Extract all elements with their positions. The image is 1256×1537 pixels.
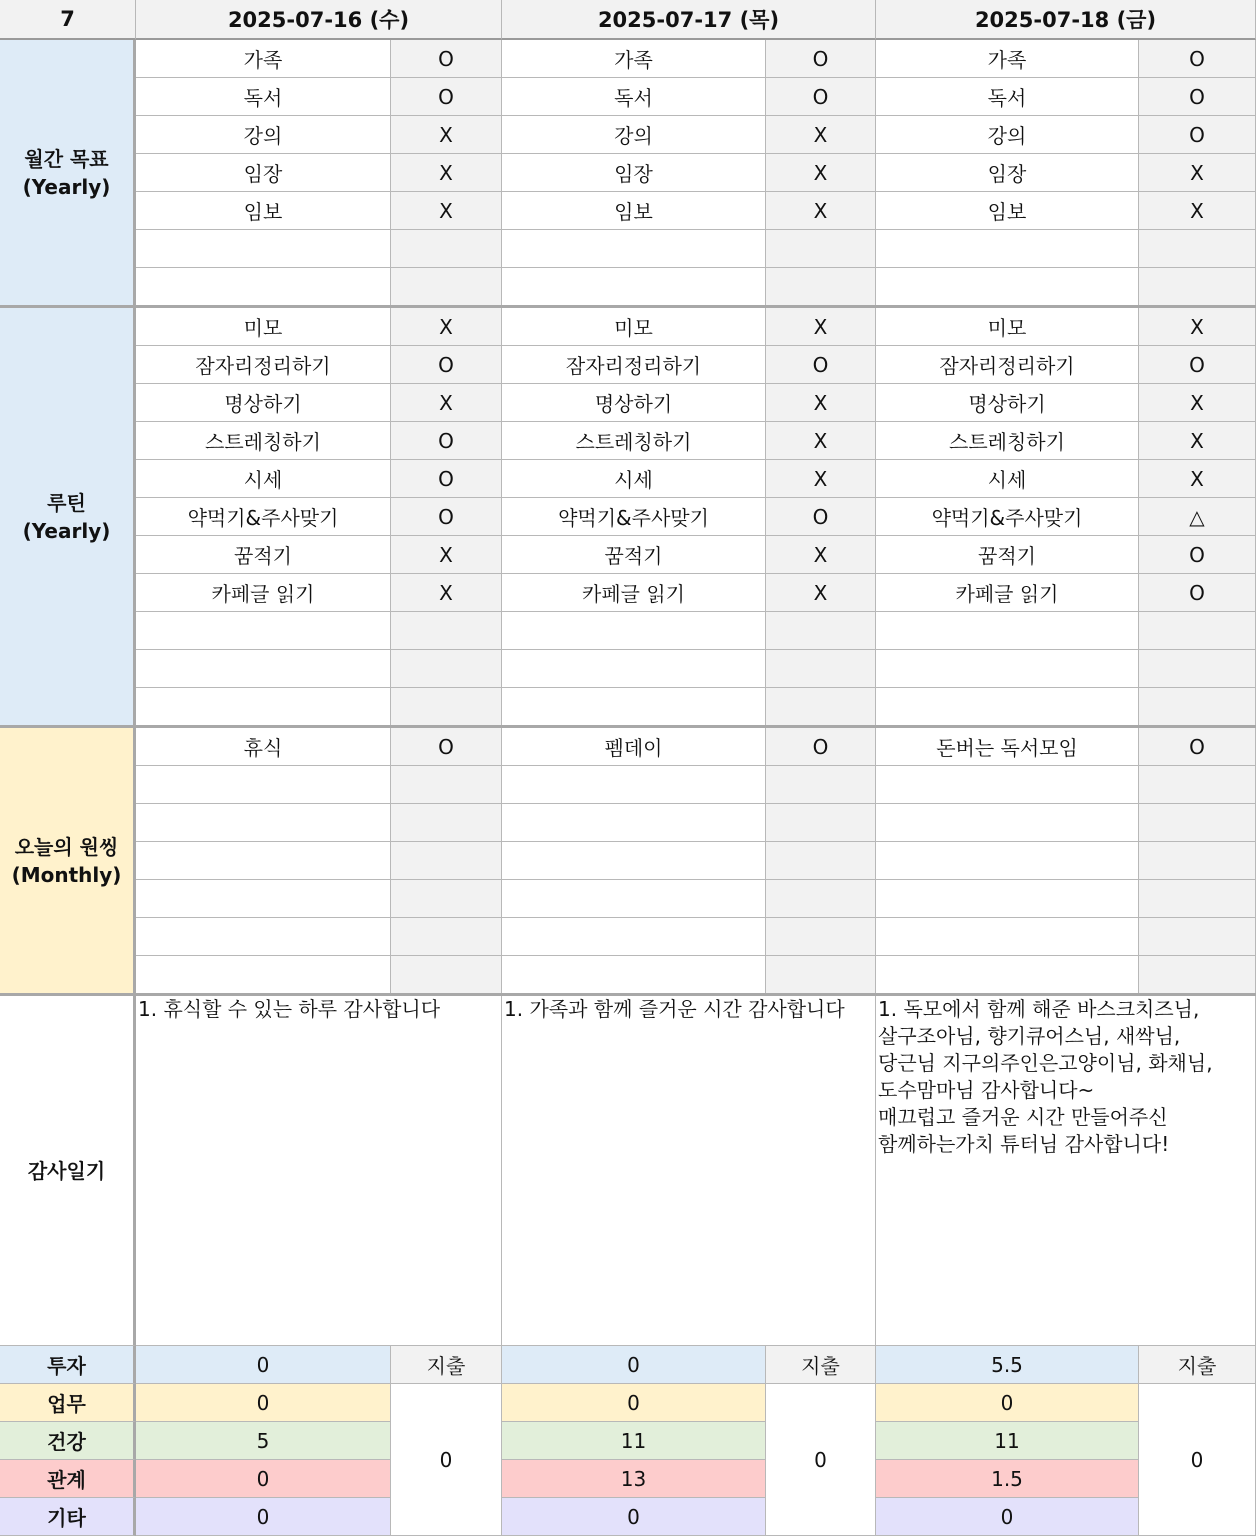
task-cell[interactable] <box>502 766 766 804</box>
status-cell[interactable]: O <box>766 498 876 536</box>
task-cell[interactable] <box>876 688 1139 726</box>
task-cell[interactable] <box>136 918 391 956</box>
status-cell[interactable] <box>766 880 876 918</box>
task-cell[interactable]: 독서 <box>502 78 766 116</box>
status-cell[interactable]: X <box>766 192 876 230</box>
spend-label[interactable]: 지출 <box>391 1346 502 1384</box>
status-cell[interactable]: O <box>391 422 502 460</box>
task-cell[interactable]: 임장 <box>876 154 1139 192</box>
task-cell[interactable] <box>136 230 391 268</box>
corner-cell[interactable]: 7 <box>0 0 136 40</box>
status-cell[interactable]: O <box>391 346 502 384</box>
spend-label[interactable]: 지출 <box>766 1346 876 1384</box>
one-thing-label[interactable]: 오늘의 원씽 (Monthly) <box>0 728 136 994</box>
gratitude-entry[interactable]: 1. 독모에서 함께 해준 바스크치즈님, 살구조아님, 향기큐어스님, 새싹님, 당근님 지구의주인은고양이님, 화채님, 도수맘마님 감사합니다~ 매끄럽고 즐거운 시간 만들어주신 함께하는가치 튜터님 감사합니다! <box>876 996 1256 1346</box>
finance-value-cell[interactable]: 1.5 <box>876 1460 1139 1498</box>
status-cell[interactable] <box>1139 650 1256 688</box>
task-cell[interactable]: 스트레칭하기 <box>136 422 391 460</box>
spend-value-cell[interactable]: 0 <box>391 1384 502 1536</box>
finance-value-cell[interactable]: 0 <box>502 1346 766 1384</box>
status-cell[interactable] <box>766 268 876 306</box>
routine-label[interactable]: 루틴 (Yearly) <box>0 308 136 726</box>
status-cell[interactable]: X <box>1139 154 1256 192</box>
task-cell[interactable] <box>136 766 391 804</box>
task-cell[interactable] <box>876 766 1139 804</box>
task-cell[interactable] <box>136 650 391 688</box>
task-cell[interactable]: 시세 <box>502 460 766 498</box>
task-cell[interactable]: 시세 <box>876 460 1139 498</box>
task-cell[interactable]: 꿈적기 <box>876 536 1139 574</box>
task-cell[interactable]: 미모 <box>502 308 766 346</box>
status-cell[interactable]: X <box>391 116 502 154</box>
task-cell[interactable]: 잠자리정리하기 <box>876 346 1139 384</box>
status-cell[interactable]: O <box>391 40 502 78</box>
status-cell[interactable] <box>766 918 876 956</box>
status-cell[interactable] <box>766 230 876 268</box>
task-cell[interactable] <box>502 880 766 918</box>
finance-value-cell[interactable]: 0 <box>502 1498 766 1536</box>
status-cell[interactable] <box>391 612 502 650</box>
finance-value-cell[interactable]: 11 <box>502 1422 766 1460</box>
status-cell[interactable]: X <box>766 536 876 574</box>
task-cell[interactable]: 약먹기&주사맞기 <box>876 498 1139 536</box>
status-cell[interactable]: X <box>1139 308 1256 346</box>
task-cell[interactable]: 미모 <box>136 308 391 346</box>
task-cell[interactable]: 스트레칭하기 <box>502 422 766 460</box>
status-cell[interactable]: X <box>766 384 876 422</box>
status-cell[interactable] <box>766 842 876 880</box>
status-cell[interactable] <box>1139 804 1256 842</box>
task-cell[interactable] <box>136 842 391 880</box>
status-cell[interactable] <box>391 880 502 918</box>
status-cell[interactable]: O <box>1139 116 1256 154</box>
status-cell[interactable] <box>1139 766 1256 804</box>
status-cell[interactable]: O <box>391 460 502 498</box>
finance-category-label[interactable]: 투자 <box>0 1346 136 1384</box>
status-cell[interactable]: X <box>391 384 502 422</box>
status-cell[interactable]: O <box>1139 346 1256 384</box>
task-cell[interactable]: 명상하기 <box>502 384 766 422</box>
task-cell[interactable]: 꿈적기 <box>502 536 766 574</box>
task-cell[interactable] <box>502 804 766 842</box>
status-cell[interactable]: X <box>391 574 502 612</box>
status-cell[interactable] <box>391 650 502 688</box>
status-cell[interactable] <box>766 650 876 688</box>
status-cell[interactable] <box>391 956 502 994</box>
status-cell[interactable] <box>1139 268 1256 306</box>
finance-value-cell[interactable]: 0 <box>876 1498 1139 1536</box>
status-cell[interactable]: X <box>1139 422 1256 460</box>
status-cell[interactable]: O <box>1139 536 1256 574</box>
task-cell[interactable] <box>502 688 766 726</box>
status-cell[interactable]: O <box>766 728 876 766</box>
task-cell[interactable]: 임보 <box>502 192 766 230</box>
finance-category-label[interactable]: 건강 <box>0 1422 136 1460</box>
status-cell[interactable]: O <box>1139 78 1256 116</box>
status-cell[interactable] <box>766 612 876 650</box>
task-cell[interactable] <box>502 918 766 956</box>
finance-value-cell[interactable]: 11 <box>876 1422 1139 1460</box>
finance-category-label[interactable]: 기타 <box>0 1498 136 1536</box>
status-cell[interactable]: X <box>766 154 876 192</box>
status-cell[interactable]: X <box>1139 384 1256 422</box>
status-cell[interactable]: X <box>391 308 502 346</box>
status-cell[interactable]: O <box>1139 40 1256 78</box>
status-cell[interactable]: X <box>766 308 876 346</box>
task-cell[interactable]: 가족 <box>876 40 1139 78</box>
date-header[interactable]: 2025-07-16 (수) <box>136 0 502 40</box>
task-cell[interactable] <box>136 612 391 650</box>
task-cell[interactable]: 카페글 읽기 <box>502 574 766 612</box>
spend-label[interactable]: 지출 <box>1139 1346 1256 1384</box>
finance-category-label[interactable]: 관계 <box>0 1460 136 1498</box>
status-cell[interactable] <box>766 956 876 994</box>
task-cell[interactable]: 꿈적기 <box>136 536 391 574</box>
status-cell[interactable]: X <box>766 422 876 460</box>
task-cell[interactable]: 임보 <box>876 192 1139 230</box>
status-cell[interactable] <box>1139 918 1256 956</box>
status-cell[interactable]: X <box>766 460 876 498</box>
status-cell[interactable]: O <box>1139 728 1256 766</box>
finance-value-cell[interactable]: 0 <box>136 1460 391 1498</box>
status-cell[interactable]: O <box>766 40 876 78</box>
task-cell[interactable]: 펨데이 <box>502 728 766 766</box>
gratitude-entry[interactable]: 1. 가족과 함께 즐거운 시간 감사합니다 <box>502 996 876 1346</box>
task-cell[interactable]: 임장 <box>502 154 766 192</box>
spend-value-cell[interactable]: 0 <box>766 1384 876 1536</box>
task-cell[interactable]: 명상하기 <box>876 384 1139 422</box>
status-cell[interactable]: △ <box>1139 498 1256 536</box>
task-cell[interactable] <box>136 880 391 918</box>
task-cell[interactable]: 임보 <box>136 192 391 230</box>
status-cell[interactable] <box>1139 688 1256 726</box>
finance-value-cell[interactable]: 5.5 <box>876 1346 1139 1384</box>
task-cell[interactable] <box>502 268 766 306</box>
status-cell[interactable]: X <box>1139 460 1256 498</box>
task-cell[interactable] <box>876 230 1139 268</box>
task-cell[interactable] <box>502 650 766 688</box>
task-cell[interactable]: 독서 <box>136 78 391 116</box>
finance-value-cell[interactable]: 0 <box>136 1384 391 1422</box>
task-cell[interactable] <box>876 268 1139 306</box>
task-cell[interactable]: 강의 <box>502 116 766 154</box>
status-cell[interactable]: X <box>766 116 876 154</box>
finance-value-cell[interactable]: 0 <box>136 1498 391 1536</box>
task-cell[interactable]: 시세 <box>136 460 391 498</box>
status-cell[interactable] <box>391 842 502 880</box>
status-cell[interactable] <box>391 230 502 268</box>
task-cell[interactable] <box>876 880 1139 918</box>
finance-value-cell[interactable]: 0 <box>502 1384 766 1422</box>
task-cell[interactable] <box>876 804 1139 842</box>
status-cell[interactable]: X <box>391 536 502 574</box>
task-cell[interactable] <box>502 612 766 650</box>
status-cell[interactable]: O <box>391 78 502 116</box>
task-cell[interactable] <box>136 804 391 842</box>
status-cell[interactable]: O <box>391 728 502 766</box>
finance-value-cell[interactable]: 5 <box>136 1422 391 1460</box>
status-cell[interactable]: O <box>766 346 876 384</box>
task-cell[interactable]: 약먹기&주사맞기 <box>502 498 766 536</box>
finance-value-cell[interactable]: 0 <box>136 1346 391 1384</box>
status-cell[interactable] <box>1139 612 1256 650</box>
task-cell[interactable] <box>876 650 1139 688</box>
gratitude-entry[interactable]: 1. 휴식할 수 있는 하루 감사합니다 <box>136 996 502 1346</box>
task-cell[interactable]: 카페글 읽기 <box>136 574 391 612</box>
task-cell[interactable] <box>136 268 391 306</box>
status-cell[interactable] <box>1139 956 1256 994</box>
status-cell[interactable]: X <box>766 574 876 612</box>
status-cell[interactable]: O <box>1139 574 1256 612</box>
task-cell[interactable] <box>502 956 766 994</box>
status-cell[interactable] <box>391 268 502 306</box>
spend-value-cell[interactable]: 0 <box>1139 1384 1256 1536</box>
status-cell[interactable] <box>1139 230 1256 268</box>
task-cell[interactable] <box>136 688 391 726</box>
task-cell[interactable]: 가족 <box>136 40 391 78</box>
task-cell[interactable]: 임장 <box>136 154 391 192</box>
status-cell[interactable] <box>766 766 876 804</box>
task-cell[interactable]: 휴식 <box>136 728 391 766</box>
status-cell[interactable]: X <box>391 154 502 192</box>
status-cell[interactable] <box>391 918 502 956</box>
task-cell[interactable]: 강의 <box>876 116 1139 154</box>
task-cell[interactable] <box>876 918 1139 956</box>
task-cell[interactable]: 명상하기 <box>136 384 391 422</box>
status-cell[interactable] <box>391 804 502 842</box>
task-cell[interactable] <box>876 956 1139 994</box>
task-cell[interactable]: 스트레칭하기 <box>876 422 1139 460</box>
task-cell[interactable]: 돈버는 독서모임 <box>876 728 1139 766</box>
task-cell[interactable]: 약먹기&주사맞기 <box>136 498 391 536</box>
gratitude-label[interactable]: 감사일기 <box>0 996 136 1346</box>
task-cell[interactable]: 가족 <box>502 40 766 78</box>
status-cell[interactable] <box>766 688 876 726</box>
status-cell[interactable] <box>1139 880 1256 918</box>
date-header[interactable]: 2025-07-18 (금) <box>876 0 1256 40</box>
task-cell[interactable]: 잠자리정리하기 <box>136 346 391 384</box>
task-cell[interactable] <box>136 956 391 994</box>
finance-value-cell[interactable]: 0 <box>876 1384 1139 1422</box>
task-cell[interactable] <box>876 612 1139 650</box>
task-cell[interactable] <box>502 230 766 268</box>
status-cell[interactable]: X <box>1139 192 1256 230</box>
task-cell[interactable]: 강의 <box>136 116 391 154</box>
finance-value-cell[interactable]: 13 <box>502 1460 766 1498</box>
task-cell[interactable] <box>876 842 1139 880</box>
status-cell[interactable] <box>391 688 502 726</box>
task-cell[interactable]: 독서 <box>876 78 1139 116</box>
task-cell[interactable]: 미모 <box>876 308 1139 346</box>
status-cell[interactable]: X <box>391 192 502 230</box>
monthly-goal-label[interactable]: 월간 목표 (Yearly) <box>0 40 136 306</box>
status-cell[interactable]: O <box>766 78 876 116</box>
status-cell[interactable] <box>766 804 876 842</box>
status-cell[interactable]: O <box>391 498 502 536</box>
status-cell[interactable] <box>1139 842 1256 880</box>
finance-category-label[interactable]: 업무 <box>0 1384 136 1422</box>
date-header[interactable]: 2025-07-17 (목) <box>502 0 876 40</box>
task-cell[interactable] <box>502 842 766 880</box>
task-cell[interactable]: 카페글 읽기 <box>876 574 1139 612</box>
task-cell[interactable]: 잠자리정리하기 <box>502 346 766 384</box>
status-cell[interactable] <box>391 766 502 804</box>
